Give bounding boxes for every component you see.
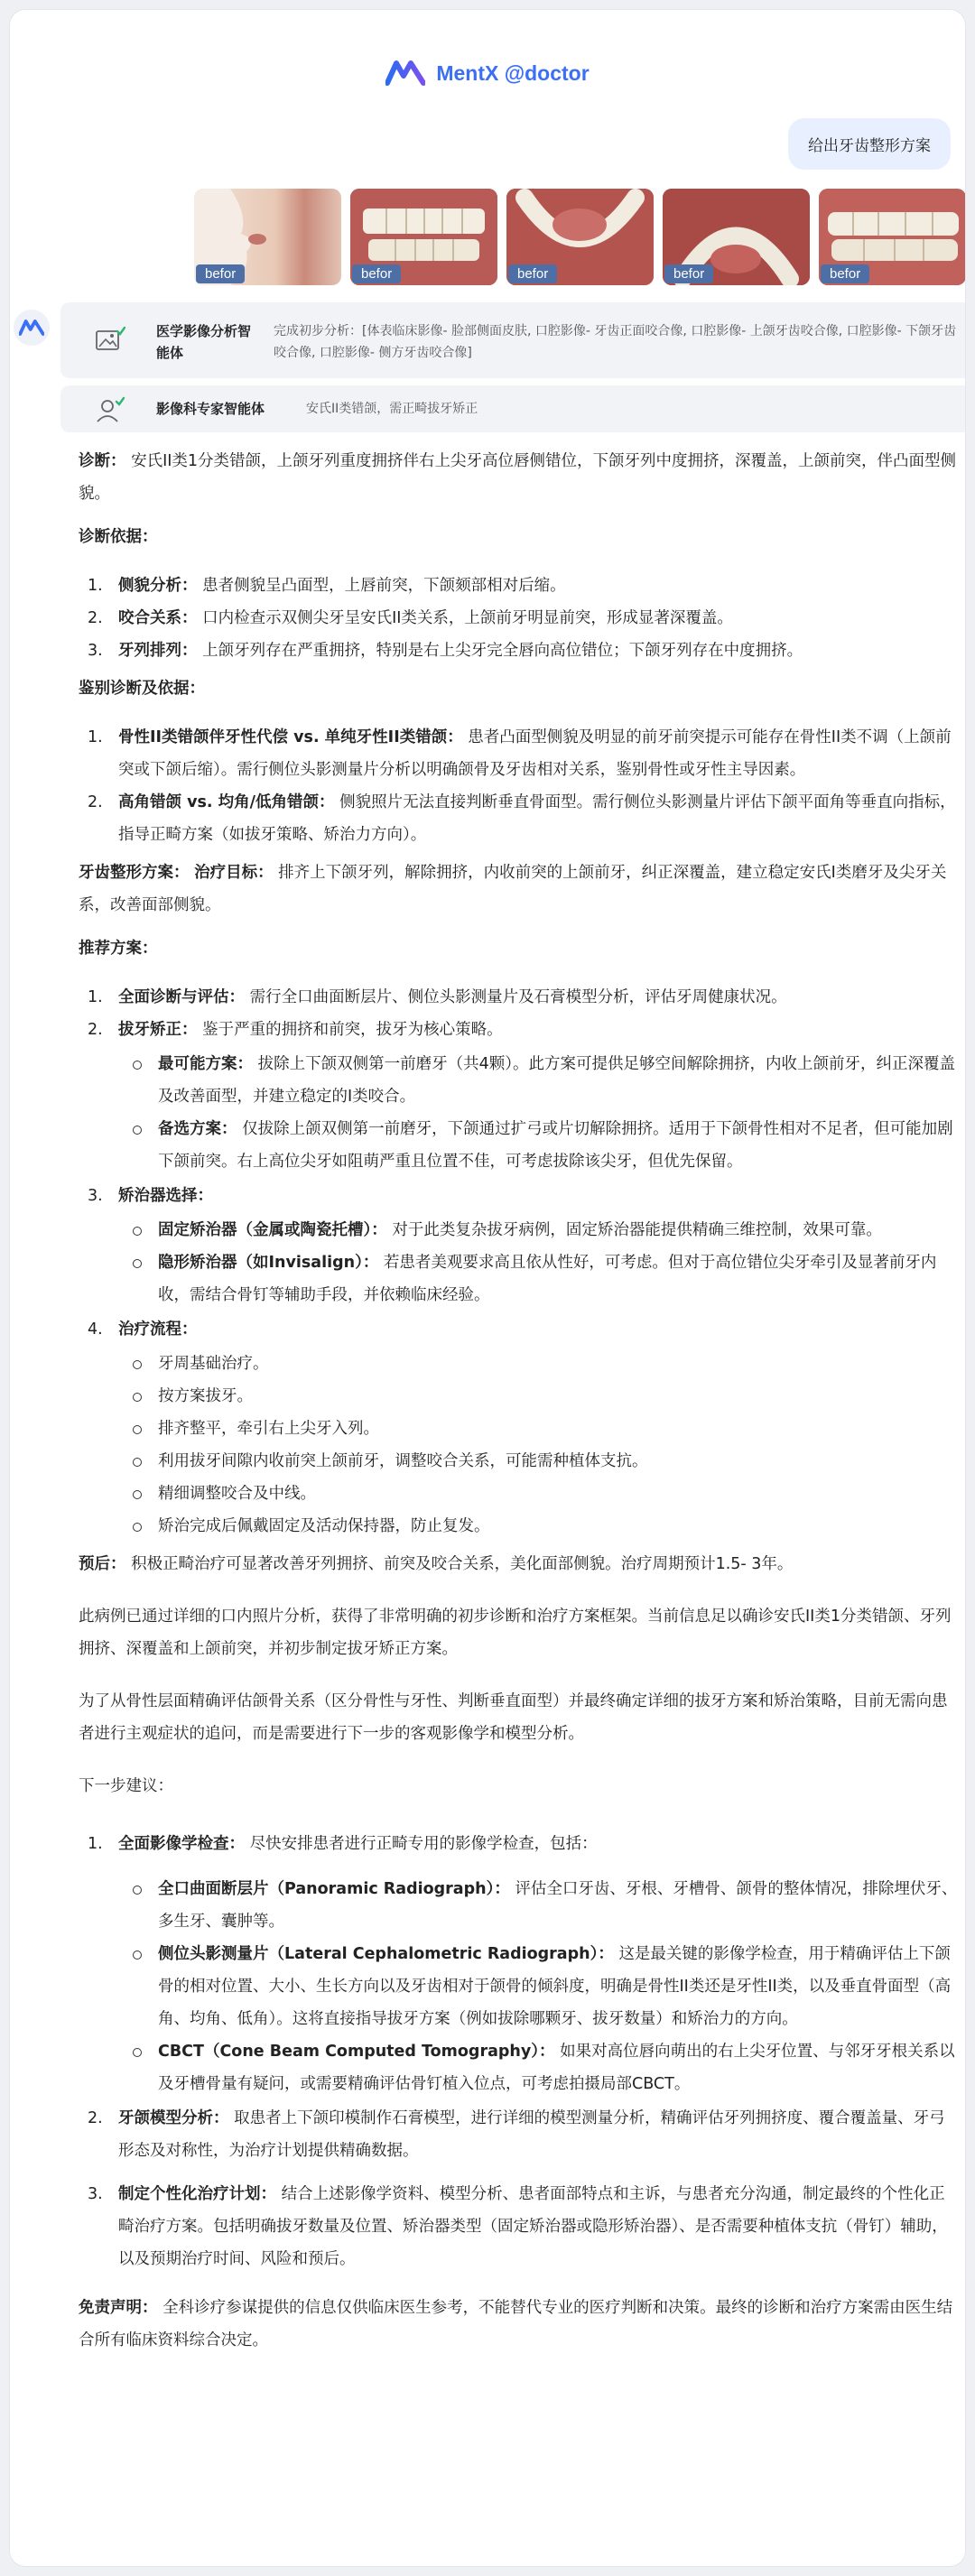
list-item: 3. 矫治器选择： 固定矫治器（金属或陶瓷托槽）： 对于此类复杂拔牙病例，固定矫治器能提供精确三维控制，效果可靠。 隐形矫治器（如Invisalign）： 若患者美观要求高且依从性好，可考虑。但对于高位错位尖牙牵引及显著前牙内收，需结合骨钉等辅助手段，并依赖临床经验。 [79, 1180, 959, 1311]
sub-item: 最可能方案： 拔除上下颌双侧第一前磨牙（共4颗）。此方案可提供足够空间解除拥挤，内收上颌前牙，纠正深覆盖及改善面型，并建立稳定的I类咬合。 [118, 1048, 959, 1113]
sub-list [118, 1214, 959, 1311]
photo-thumb-upper[interactable] [506, 189, 654, 285]
list-item: 1. 骨性II类错颌伴牙性代偿 vs. 单纯牙性II类错颌： 患者凸面型侧貌及明显的前牙前突提示可能存在骨性II类不调（上颌前突或下颌后缩）。需行侧位头影测量片分析以明确颌骨及牙齿相对关系，鉴别骨性或牙性主导因素。 [88, 728, 952, 779]
next-steps-list [79, 1828, 959, 2275]
sub-item: 矫治完成后佩戴固定及活动保持器，防止复发。 [118, 1510, 959, 1543]
sub-item: 侧位头影测量片（Lateral Cephalometric Radiograph）： 这是最关键的影像学检查，用于精确评估上下颌骨的相对位置、大小、生长方向以及牙齿相对于颌骨的倾斜度，明确是骨性II类还是牙性II类，以及垂直骨面型（高角、均角、低角）。这将直接指导拔牙方案（例如拔除哪颗牙、拔牙数量）和矫治力的方向。 [118, 1938, 959, 2035]
app-header [10, 53, 965, 93]
list-item: 3. 牙列排列： 上颌牙列存在严重拥挤，特别是右上尖牙完全唇向高位错位；下颌牙列存在中度拥挤。 [88, 642, 803, 660]
photo-thumb-lower[interactable] [663, 189, 810, 285]
summary-paragraph-1: 此病例已通过详细的口内照片分析，获得了非常明确的初步诊断和治疗方案框架。当前信息足以确诊安氏II类1分类错颌、牙列拥挤、深覆盖和上颌前突，并初步制定拔牙矫正方案。 [79, 1608, 952, 1658]
agent-detail: 安氏II类错颌，需正畸拔牙矫正 [306, 402, 478, 416]
mentx-logo-icon [385, 60, 425, 87]
list-item: 1. 全面诊断与评估： 需行全口曲面断层片、侧位头影测量片及石膏模型分析，评估牙周健康状况。 [88, 988, 787, 1006]
sub-item: 排齐整平，牵引右上尖牙入列。 [118, 1413, 959, 1445]
agent-card-radiology-expert[interactable] [60, 385, 966, 432]
photo-attachments [194, 189, 966, 285]
sub-item: CBCT（Cone Beam Computed Tomography）： 如果对高位唇向萌出的右上尖牙位置、与邻牙牙根关系以及牙槽骨量有疑问，或需要精确评估骨钉植入位点，可考虑拍摄局部CBCT。 [118, 2035, 959, 2100]
sub-item: 隐形矫治器（如Invisalign）： 若患者美观要求高且依从性好，可考虑。但对于高位错位尖牙牵引及显著前牙内收，需结合骨钉等辅助手段，并依赖临床经验。 [118, 1246, 959, 1311]
next-steps-heading: 下一步建议： [79, 1777, 173, 1795]
sub-list [118, 1348, 959, 1543]
sub-list [118, 1873, 959, 2100]
list-item: 2. 拔牙矫正： 鉴于严重的拥挤和前突，拔牙为核心策略。 最可能方案： 拔除上下颌双侧第一前磨牙（共4颗）。此方案可提供足够空间解除拥挤，内收上颌前牙，纠正深覆盖及改善面型，并建立稳定的I类咬合。 备选方案： 仅拔除上颌双侧第一前磨牙，下颌通过扩弓或片切解除拥挤。适用于下颌骨性相对不足者，但可能加剧下颌前突。右上高位尖牙如阻萌严重且位置不佳，可考虑拔除该尖牙，但优先保留。 [79, 1014, 959, 1178]
assistant-avatar [14, 310, 50, 346]
list-item: 2. 咬合关系： 口内检查示双侧尖牙呈安氏II类关系，上颌前牙明显前突，形成显著深覆盖。 [88, 609, 733, 627]
list-item: 1. 全面影像学检查： 尽快安排患者进行正畸专用的影像学检查，包括： 全口曲面断层片（Panoramic Radiograph）： 评估全口牙齿、牙根、牙槽骨、颌骨的整体情况，排除埋伏牙、多生牙、囊肿等。 侧位头影测量片（Lateral Cephalometric Radiograph）： 这是最关键的影像学检查，用于精确评估上下颌骨的相对位置、大小、生长方向以及牙齿相对于颌骨的倾斜度，明确是骨性II类还是牙性II类，以及垂直骨面型（高角、均角、低角）。这将直接指导拔牙方案（例如拔除哪颗牙、拔牙数量）和矫治力的方向。 CBCT（Cone Beam Computed Tomography）： 如果对高位唇向萌出的右上尖牙位置、与邻牙牙根关系以及牙槽骨量有疑问，或需要精确评估骨钉植入位点，可考虑拍摄局部CBCT。 [79, 1828, 959, 2100]
sub-item: 按方案拔牙。 [118, 1380, 959, 1413]
prognosis-paragraph: 预后： 积极正畸治疗可显著改善牙列拥挤、前突及咬合关系，美化面部侧貌。治疗周期预计1.5- 3年。 [79, 1555, 794, 1573]
photo-tag: befor [508, 264, 557, 283]
brand-title: MentX @doctor [436, 60, 590, 85]
sub-item: 利用拔牙间隙内收前突上颌前牙，调整咬合关系，可能需种植体支抗。 [118, 1445, 959, 1478]
list-item: 2. 高角错颌 vs. 均角/低角错颌： 侧貌照片无法直接判断垂直骨面型。需行侧位头影测量片评估下颌平面角等垂直向指标，指导正畸方案（如拔牙策略、矫治力方向）。 [88, 793, 956, 844]
recommendation-list [79, 981, 959, 1543]
agent-name: 影像科专家智能体 [156, 401, 265, 417]
list-item: 1. 侧貌分析： 患者侧貌呈凸面型，上唇前突，下颌颏部相对后缩。 [88, 577, 566, 595]
diagnosis-text: 安氏II类1分类错颌，上颌牙列重度拥挤伴右上尖牙高位唇侧错位，下颌牙列中度拥挤，深覆盖，上颌前突，伴凸面型侧貌。 [79, 452, 957, 503]
photo-thumb-profile[interactable] [194, 189, 341, 285]
photo-tag: befor [821, 264, 869, 283]
differential-heading: 鉴别诊断及依据： [79, 680, 205, 698]
basis-heading: 诊断依据： [79, 528, 158, 546]
agent-detail: 完成初步分析：[体表临床影像- 脸部侧面皮肤, 口腔影像- 牙齿正面咬合像, 口腔影像- 上颌牙齿咬合像, 口腔影像- 下颌牙齿咬合像, 口腔影像- 侧方牙齿咬合像] [274, 324, 957, 360]
photo-thumb-front[interactable] [350, 189, 497, 285]
treatment-goal-paragraph: 牙齿整形方案： 治疗目标： 排齐上下颌牙列，解除拥挤，内收前突的上颌前牙，纠正深覆盖，建立稳定安氏I类磨牙及尖牙关系，改善面部侧貌。 [79, 864, 947, 914]
photo-tag: befor [352, 264, 401, 283]
list-item: 3. 制定个性化治疗计划： 结合上述影像学资料、模型分析、患者面部特点和主诉，与患者充分沟通，制定最终的个性化正畸治疗方案。包括明确拔牙数量及位置、矫治器类型（固定矫治器或隐形矫治器）、是否需要种植体支抗（骨钉）辅助，以及预期治疗时间、风险和预后。 [88, 2185, 948, 2268]
user-check-icon [95, 396, 125, 423]
sub-item: 固定矫治器（金属或陶瓷托槽）： 对于此类复杂拔牙病例，固定矫治器能提供精确三维控制，效果可靠。 [118, 1214, 959, 1246]
summary-paragraph-2: 为了从骨性层面精确评估颌骨关系（区分骨性与牙性、判断垂直面型）并最终确定详细的拔牙方案和矫治策略，目前无需向患者进行主观症状的追问，而是需要进行下一步的客观影像学和模型分析。 [79, 1692, 948, 1743]
agent-name: 医学影像分析智能体 [156, 323, 252, 361]
recommendation-heading: 推荐方案： [79, 940, 158, 958]
sub-item: 备选方案： 仅拔除上颌双侧第一前磨牙，下颌通过扩弓或片切解除拥挤。适用于下颌骨性相对不足者，但可能加剧下颌前突。右上高位尖牙如阻萌严重且位置不佳，可考虑拔除该尖牙，但优先保留。 [118, 1113, 959, 1178]
photo-tag: befor [664, 264, 713, 283]
disclaimer-paragraph: 免责声明： 全科诊疗参谋提供的信息仅供临床医生参考，不能替代专业的医疗判断和决策。最终的诊断和治疗方案需由医生结合所有临床资料综合决定。 [79, 2299, 953, 2349]
diagnosis-paragraph [79, 445, 959, 510]
photo-tag: befor [196, 264, 245, 283]
image-check-icon [95, 326, 125, 353]
chat-page [9, 9, 966, 2567]
sub-list [118, 1048, 959, 1178]
agent-card-image-analysis[interactable] [60, 302, 966, 378]
photo-thumb-side[interactable] [819, 189, 966, 285]
diagnosis-label: 诊断： [79, 452, 126, 470]
differential-list [79, 721, 959, 851]
sub-item: 精细调整咬合及中线。 [118, 1478, 959, 1510]
assistant-response [79, 445, 959, 2357]
sub-item: 全口曲面断层片（Panoramic Radiograph）： 评估全口牙齿、牙根、牙槽骨、颌骨的整体情况，排除埋伏牙、多生牙、囊肿等。 [118, 1873, 959, 1938]
mentx-logo-icon [19, 319, 44, 337]
basis-list [79, 570, 959, 667]
sub-item: 牙周基础治疗。 [118, 1348, 959, 1380]
list-item: 2. 牙颌模型分析： 取患者上下颌印模制作石膏模型，进行详细的模型测量分析，精确评估牙列拥挤度、覆合覆盖量、牙弓形态及对称性，为治疗计划提供精确数据。 [88, 2109, 945, 2160]
list-item: 4. 治疗流程： 牙周基础治疗。 按方案拔牙。 排齐整平，牵引右上尖牙入列。 利用拔牙间隙内收前突上颌前牙，调整咬合关系，可能需种植体支抗。 精细调整咬合及中线。 矫治完成后佩戴固定及活动保持器，防止复发。 [79, 1313, 959, 1543]
user-message-bubble: 给出牙齿整形方案 [788, 118, 951, 170]
